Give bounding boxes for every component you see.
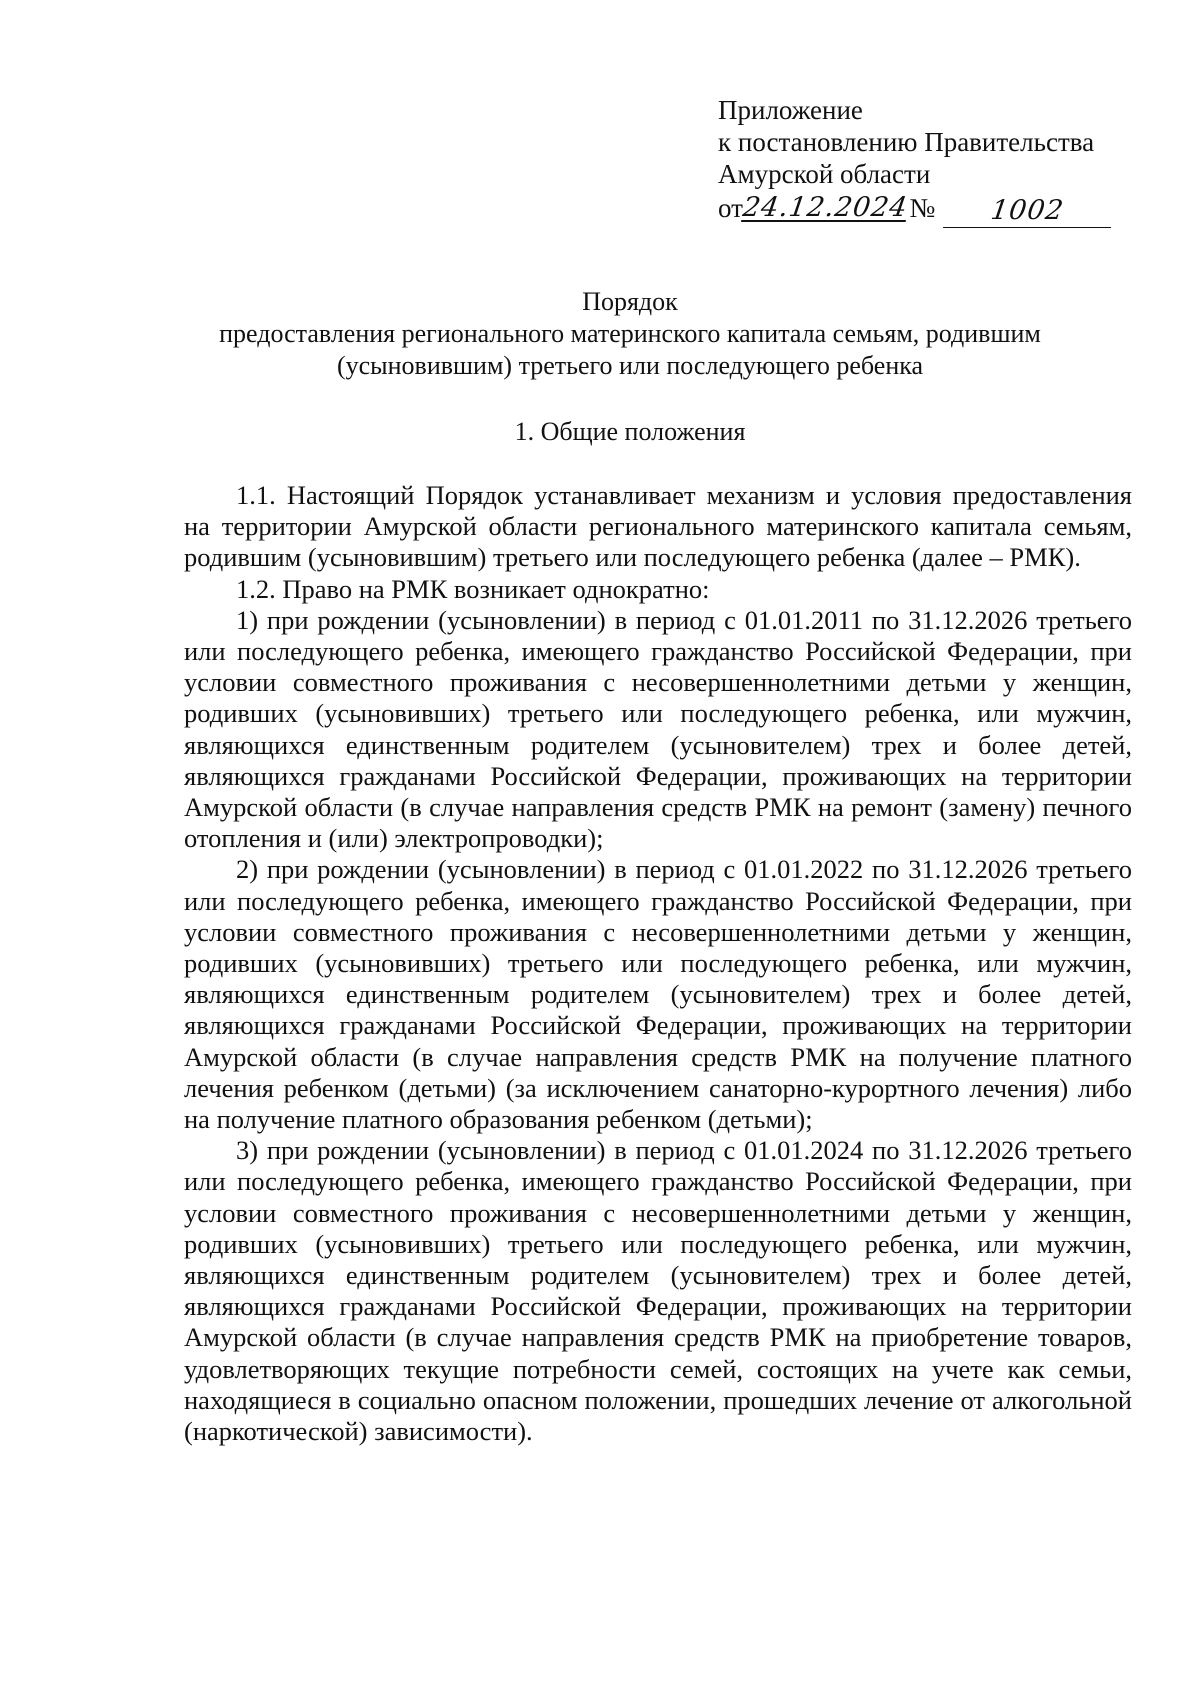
- number-label: №: [909, 193, 936, 223]
- appendix-block: [718, 94, 1148, 224]
- paragraph-item-3: 3) при рождении (усыновлении) в период с 01.01.2024 по 31.12.2026 третьего или последующего ребенка, имеющего гражданство Российской Федерации, при условии совместного проживания с несовершеннолетними детьми у женщин, родивших (усыновивших) третьего или последующего ребенка, или мужчин, являющихся единственным родителем (усыновителем) трех и более детей, являющихся гражданами Российской Федерации, проживающих на территории Амурской области (в случае направления средств РМК на приобретение товаров, удовлетворяющих текущие потребности семей, состоящих на учете как семьи, находящиеся в социально опасном положении, прошедших лечение от алкогольной (наркотической) зависимости).: [184, 1135, 1132, 1447]
- appendix-date-line: [718, 190, 1148, 224]
- paragraph-1-2: 1.2. Право на РМК возникает однократно:: [236, 573, 710, 604]
- date-prefix: от: [718, 193, 743, 223]
- title-line-1: Порядок: [582, 287, 678, 316]
- title-line-3: (усыновившим) третьего или последующего ребенка: [336, 351, 924, 380]
- paragraph-item-2: 2) при рождении (усыновлении) в период с 01.01.2022 по 31.12.2026 третьего или последующего ребенка, имеющего гражданство Российской Федерации, при условии совместного проживания с несовершеннолетними детьми у женщин, родивших (усыновивших) третьего или последующего ребенка, или мужчин, являющихся единственным родителем (усыновителем) трех и более детей, являющихся гражданами Российской Федерации, проживающих на территории Амурской области (в случае направления средств РМК на получение платного лечения ребенком (детьми) (за исключением санаторно-курортного лечения) либо на получение платного образования ребенком (детьми);: [184, 854, 1132, 1135]
- paragraph-1-1: 1.1. Настоящий Порядок устанавливает механизм и условия предоставления на территории Амурской области регионального материнского капитала семьям, родившим (усыновившим) третьего или последующего ребенка (далее – РМК).: [184, 480, 1132, 573]
- title-line-2: предоставления регионального материнского капитала семьям, родившим: [219, 319, 1041, 348]
- number-field: [943, 194, 1111, 228]
- handwritten-date: 24.12.2024: [740, 192, 910, 223]
- document-body: [184, 480, 1132, 1447]
- handwritten-number: 1002: [988, 195, 1066, 226]
- document-title: [150, 286, 1110, 382]
- section-heading: 1. Общие положения: [514, 417, 746, 446]
- appendix-title: Приложение: [718, 95, 863, 125]
- paragraph-item-1: 1) при рождении (усыновлении) в период с 01.01.2011 по 31.12.2026 третьего или последующего ребенка, имеющего гражданство Российской Федерации, при условии совместного проживания с несовершеннолетними детьми у женщин, родивших (усыновивших) третьего или последующего ребенка, или мужчин, являющихся единственным родителем (усыновителем) трех и более детей, являющихся гражданами Российской Федерации, проживающих на территории Амурской области (в случае направления средств РМК на ремонт (замену) печного отопления и (или) электропроводки);: [184, 604, 1132, 854]
- appendix-reference: к постановлению Правительства: [718, 127, 1095, 157]
- appendix-region: Амурской области: [718, 159, 931, 189]
